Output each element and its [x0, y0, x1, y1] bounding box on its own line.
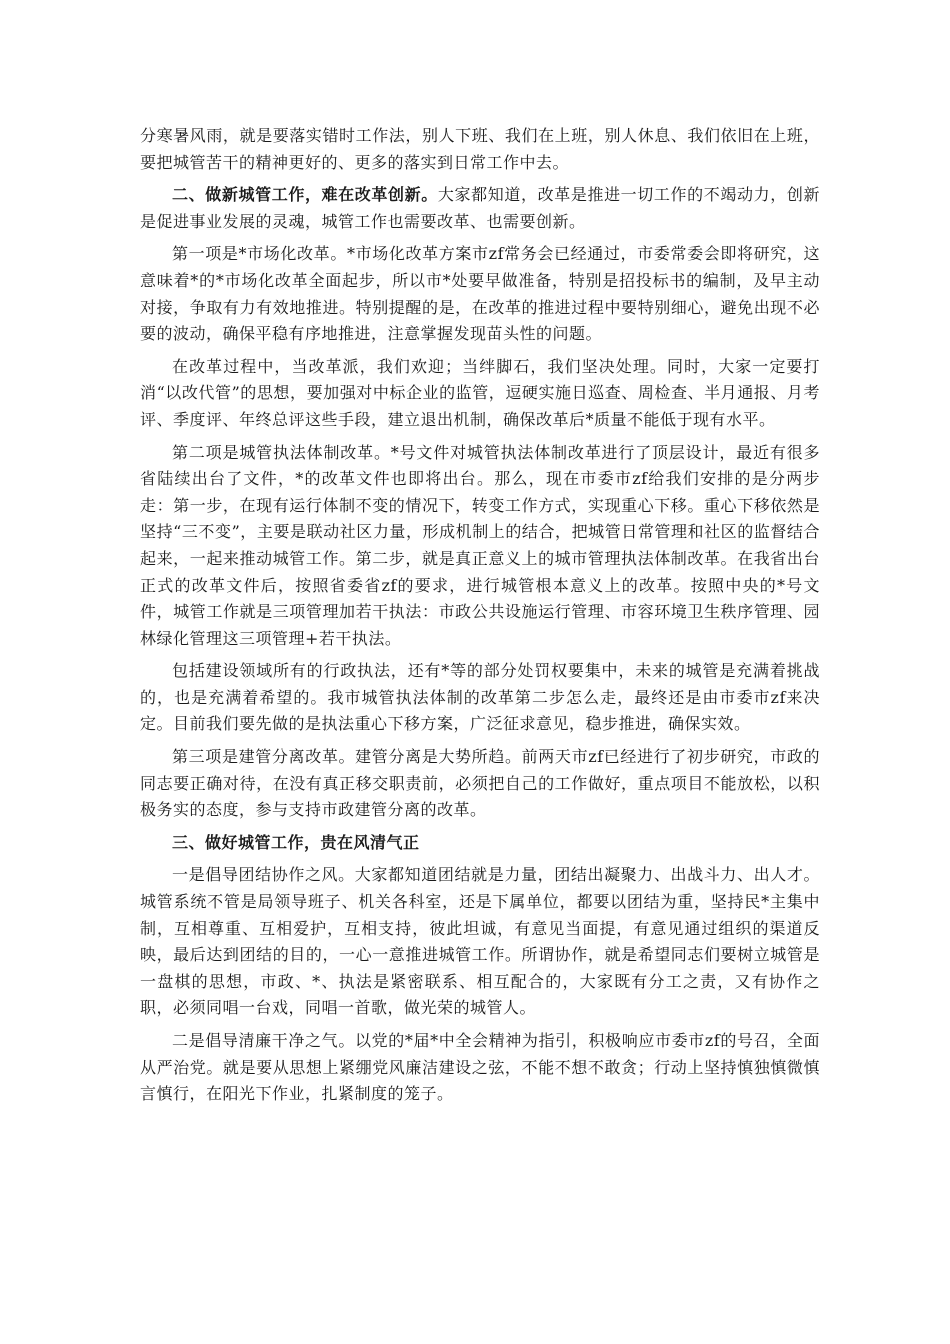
section-two-paragraph: [140, 182, 820, 235]
paragraph-enforcement-reform: 第二项是城管执法体制改革。*号文件对城管执法体制改革进行了顶层设计，最近有很多省陆续出台了文件，*的改革文件也即将出台。那么，现在市委市zf给我们安排的是分两步走：第一步，在现有运行体制不变的情况下，转变工作方式，实现重心下移。重心下移依然是坚持“三不变”，主要是联动社区力量，形成机制上的结合，把城管日常管理和社区的监督结合起来，一起来推动城管工作。第二步，就是真正意义上的城市管理执法体制改革。在我省出台正式的改革文件后，按照省委省zf的要求，进行城管根本意义上的改革。按照中央的*号文件，城管工作就是三项管理加若干执法：市政公共设施运行管理、市容环境卫生秩序管理、园林绿化管理这三项管理+若干执法。: [140, 442, 820, 648]
section-two-body: 大家都知道，改革是推进一切工作的不竭动力，创新是促进事业发展的灵魂，城管工作也需要改革、也需要创新。: [140, 185, 820, 231]
paragraph-enforcement-future: 包括建设领域所有的行政执法，还有*等的部分处罚权要集中，未来的城管是充满着挑战的，也是充满着希望的。我市城管执法体制的改革第二步怎么走，最终还是由市委市zf来决定。目前我们要先做的是执法重心下移方案，广泛征求意见，稳步推进，确保实效。: [140, 661, 820, 734]
paragraph-separation-reform: 第三项是建管分离改革。建管分离是大势所趋。前两天市zf已经进行了初步研究，市政的同志要正确对待，在没有真正移交职责前，必须把自己的工作做好，重点项目不能放松，以积极务实的态度，参与支持市政建管分离的改革。: [140, 747, 820, 820]
paragraph-integrity: 二是倡导清廉干净之气。以党的*届*中全会精神为指引，积极响应市委市zf的号召，全面从严治党。就是要从思想上紧绷党风廉洁建设之弦，不能不想不敢贪；行动上坚持慎独慎微慎言慎行，在阳光下作业，扎紧制度的笼子。: [140, 1031, 820, 1104]
paragraph-continuation: 分寒暑风雨，就是要落实错时工作法，别人下班、我们在上班，别人休息、我们依旧在上班，要把城管苦干的精神更好的、更多的落实到日常工作中去。: [140, 126, 820, 172]
document-page: [140, 123, 820, 1114]
paragraph-reform-process: 在改革过程中，当改革派，我们欢迎；当绊脚石，我们坚决处理。同时，大家一定要打消“以改代管”的思想，要加强对中标企业的监管，逗硬实施日巡查、周检查、半月通报、月考评、季度评、年终总评这些手段，建立退出机制，确保改革后*质量不能低于现有水平。: [140, 356, 820, 429]
section-three-heading: 三、做好城管工作，贵在风清气正: [172, 832, 420, 852]
section-two-heading: 二、做新城管工作，难在改革创新。: [172, 185, 438, 205]
paragraph-unity: 一是倡导团结协作之风。大家都知道团结就是力量，团结出凝聚力、出战斗力、出人才。城管系统不管是局领导班子、机关各科室，还是下属单位，都要以团结为重，坚持民*主集中制，互相尊重、互相爱护，互相支持，彼此坦诚，有意见当面提，有意见通过组织的渠道反映，最后达到团结的目的，一心一意推进城管工作。所谓协作，就是希望同志们要树立城管是一盘棋的思想，市政、*、执法是紧密联系、相互配合的，大家既有分工之责，又有协作之职，必须同唱一台戏，同唱一首歌，做光荣的城管人。: [140, 865, 820, 1018]
paragraph-market-reform: 第一项是*市场化改革。*市场化改革方案市zf常务会已经通过，市委常委会即将研究，这意味着*的*市场化改革全面起步，所以市*处要早做准备，特别是招投标书的编制，及早主动对接，争取有力有效地推进。特别提醒的是，在改革的推进过程中要特别细心，避免出现不必要的波动，确保平稳有序地推进，注意掌握发现苗头性的问题。: [140, 244, 820, 344]
